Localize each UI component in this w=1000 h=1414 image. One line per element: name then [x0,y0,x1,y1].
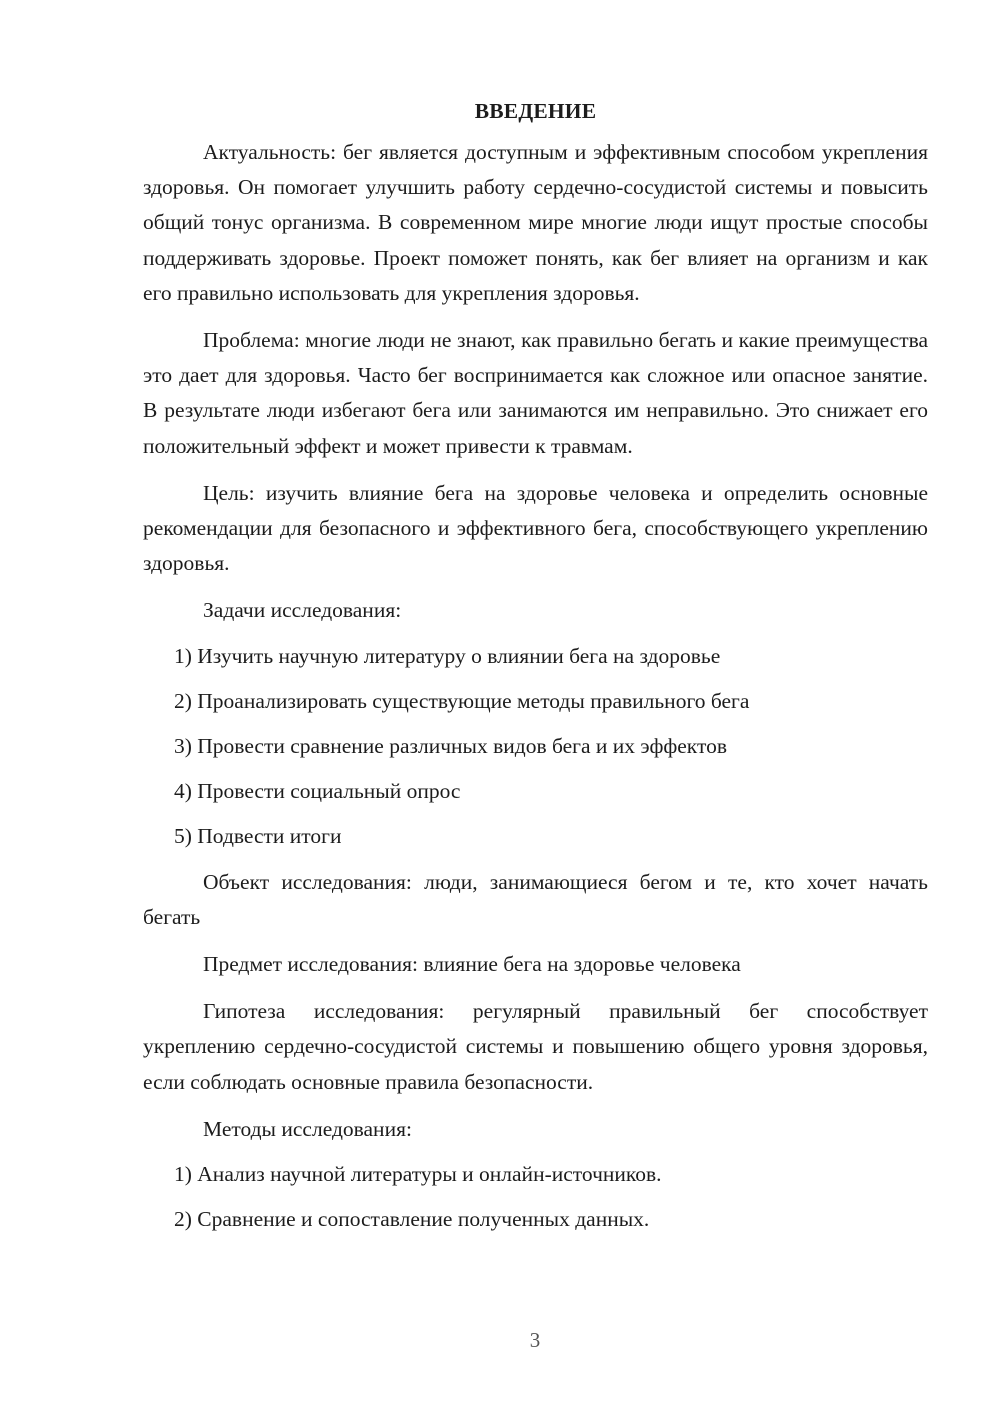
goal-paragraph: Цель: изучить влияние бега на здоровье человека и определить основные рекомендации для безопасного и эффективного бега, способствующего укреплению здоровья. [143,480,928,576]
tasks-list [143,639,928,855]
hypothesis-paragraph: Гипотеза исследования: регулярный правильный бег способствует укреплению сердечно-сосудистой системы и повышению общего уровня здоровья, если соблюдать основные правила безопасности. [143,999,928,1094]
object-paragraph: Объект исследования: люди, занимающиеся бегом и те, кто хочет начать бегать [143,869,928,929]
section-title: ВВЕДЕНИЕ [474,99,597,123]
tasks-heading: Задачи исследования: [203,598,402,623]
relevance-paragraph: Актуальность: бег является доступным и эффективным способом укрепления здоровья. Он помогает улучшить работу сердечно-сосудистой системы и повысить общий тонус организма. В современном мире многие люди ищут простые способы поддерживать здоровье. Проект поможет понять, как бег влияет на организм и как его правильно использовать для укрепления здоровья. [143,140,928,305]
method-item: 1) Анализ научной литературы и онлайн-источников. [174,1162,662,1187]
methods-heading: Методы исследования: [203,1116,412,1141]
problem-paragraph: Проблема: многие люди не знают, как правильно бегать и какие преимущества это дает для здоровья. Часто бег воспринимается как сложное или опасное занятие. В результате люди избегают бега или занимаются им неправильно. Это снижает его положительный эффект и может привести к травмам. [143,328,928,458]
method-item: 2) Сравнение и сопоставление полученных данных. [174,1207,650,1232]
document-page [143,94,928,1247]
subject-paragraph: Предмет исследования: влияние бега на здоровье человека [203,952,741,977]
task-item: 5) Подвести итоги [174,824,342,849]
task-item: 4) Провести социальный опрос [174,779,461,804]
task-item: 2) Проанализировать существующие методы правильного бега [174,688,750,713]
task-item: 1) Изучить научную литературу о влиянии бега на здоровье [174,643,721,668]
task-item: 3) Провести сравнение различных видов бега и их эффектов [174,734,727,759]
page-number: 3 [529,1328,541,1352]
methods-list [143,1157,928,1237]
